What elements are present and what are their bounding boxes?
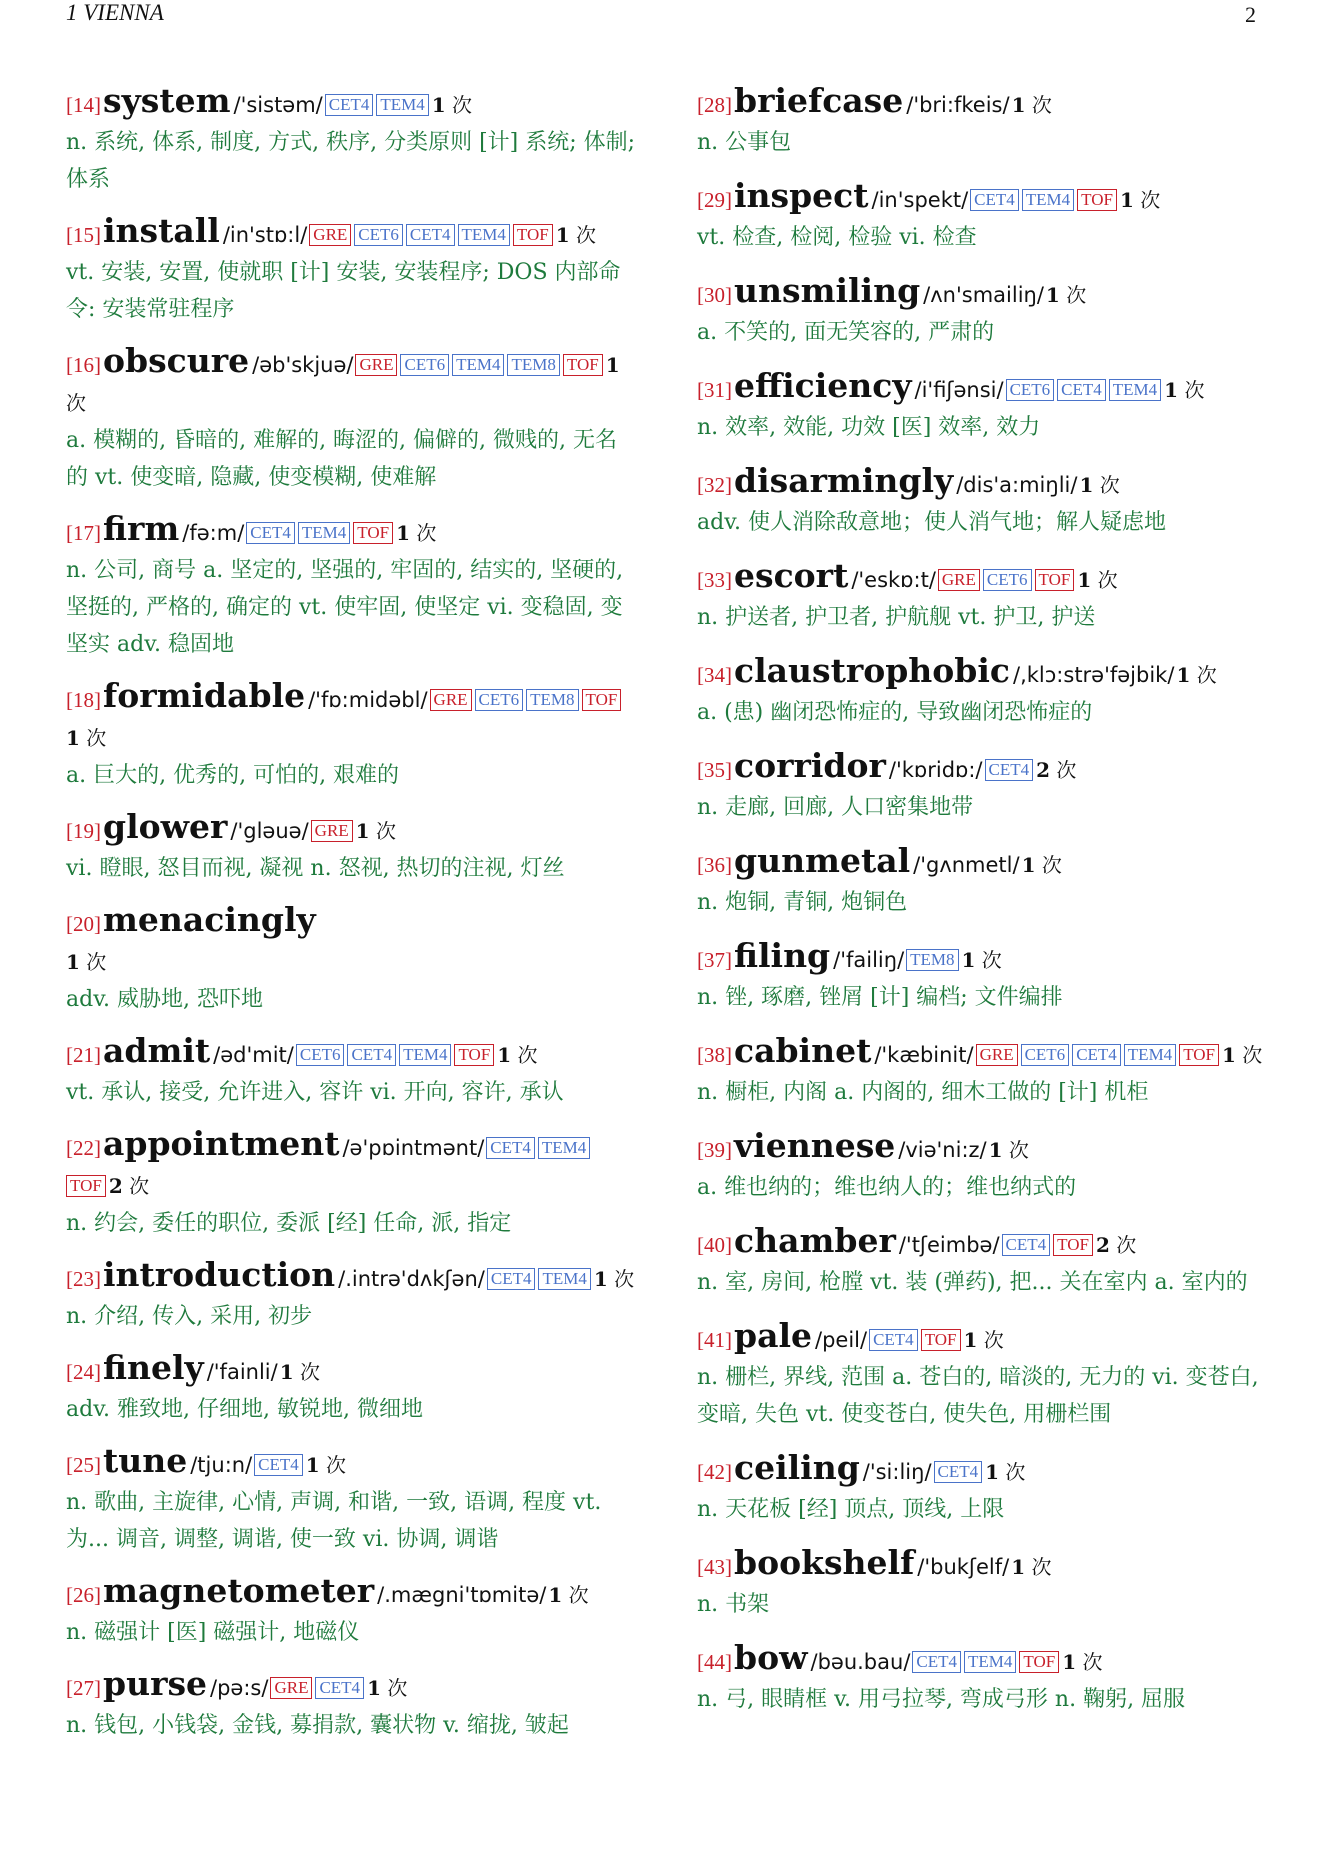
exam-tag-tof: TOF <box>1035 569 1075 591</box>
entry-number: [24] <box>66 1360 101 1384</box>
occurrence-count: 2 次 <box>108 1174 150 1198</box>
definition: n. 栅栏, 界线, 范围 a. 苍白的, 暗淡的, 无力的 vi. 变苍白, 变暗, 失色 vt. 使变苍白, 使失色, 用栅栏围 <box>697 1365 1259 1427</box>
exam-tag-tof: TOF <box>454 1044 494 1066</box>
entry-formidable <box>66 677 636 794</box>
exam-tag-tem4: TEM4 <box>1022 189 1074 211</box>
definition: n. 钱包, 小钱袋, 金钱, 募捐款, 囊状物 v. 缩拢, 皱起 <box>66 1713 569 1738</box>
entry-unsmiling <box>697 272 1269 351</box>
headword: inspect <box>734 176 869 215</box>
headword: bookshelf <box>734 1543 915 1582</box>
entry-headline <box>66 82 636 124</box>
exam-tag-tof: TOF <box>1019 1651 1059 1673</box>
headword: viennese <box>734 1126 896 1165</box>
phonetic: /ə'pɒintmənt/ <box>342 1136 485 1160</box>
entry-magnetometer <box>66 1572 636 1651</box>
entry-menacingly <box>66 901 636 1018</box>
phonetic: /'bri:fkeis/ <box>906 93 1010 117</box>
exam-tag-gre: GRE <box>309 224 351 246</box>
left-column <box>66 68 636 1744</box>
entry-headline <box>66 1032 636 1074</box>
entry-headline <box>697 747 1269 789</box>
occurrence-count: 2 次 <box>1036 758 1077 782</box>
exam-tag-cet6: CET6 <box>1021 1044 1070 1066</box>
entry-install <box>66 212 636 328</box>
entry-number: [37] <box>697 948 732 972</box>
entry-number: [25] <box>66 1453 101 1477</box>
phonetic: /ʌn'smailiŋ/ <box>923 283 1044 307</box>
headword: admit <box>103 1031 211 1070</box>
phonetic: /'eskɒ:t/ <box>851 568 936 592</box>
exam-tag-cet4: CET4 <box>406 224 455 246</box>
headword: unsmiling <box>734 271 921 310</box>
occurrence-count: 1 次 <box>1119 188 1161 212</box>
entry-bookshelf <box>697 1544 1269 1623</box>
entry-corridor <box>697 747 1269 826</box>
entry-headline <box>66 342 636 422</box>
phonetic: /i'fiʃənsi/ <box>914 378 1004 402</box>
phonetic: /fə:m/ <box>182 521 245 545</box>
entry-headline <box>66 1442 636 1484</box>
exam-tag-cet4: CET4 <box>347 1044 396 1066</box>
entry-inspect <box>697 177 1269 256</box>
exam-tag-tof: TOF <box>921 1329 961 1351</box>
definition: n. 效率, 效能, 功效 [医] 效率, 效力 <box>697 415 1041 440</box>
exam-tag-cet4: CET4 <box>254 1454 303 1476</box>
entry-admit <box>66 1032 636 1111</box>
exam-tag-cet4: CET4 <box>869 1329 918 1351</box>
definition: n. 书架 <box>697 1592 770 1617</box>
occurrence-count: 1 次 <box>1062 1650 1103 1674</box>
entry-escort <box>697 557 1269 636</box>
definition: n. 磁强计 [医] 磁强计, 地磁仪 <box>66 1620 360 1645</box>
exam-tag-tem8: TEM8 <box>507 354 559 376</box>
occurrence-count: 1 次 <box>66 353 620 415</box>
entry-number: [27] <box>66 1676 101 1700</box>
exam-tag-cet4: CET4 <box>970 189 1019 211</box>
exam-tag-tof: TOF <box>353 522 393 544</box>
phonetic: /'si:liŋ/ <box>862 1460 932 1484</box>
occurrence-count: 1 次 <box>367 1676 408 1700</box>
entry-number: [18] <box>66 688 101 712</box>
exam-tag-tem4: TEM4 <box>1124 1044 1176 1066</box>
definition: n. 炮铜, 青铜, 炮铜色 <box>697 890 908 915</box>
entry-headline <box>697 1222 1269 1264</box>
occurrence-count: 1 次 <box>497 1043 538 1067</box>
phonetic: /viə'ni:z/ <box>898 1138 987 1162</box>
exam-tag-cet4: CET4 <box>487 1268 536 1290</box>
entry-headline <box>66 677 636 757</box>
entry-number: [38] <box>697 1043 732 1067</box>
occurrence-count: 1 次 <box>1011 1555 1052 1579</box>
phonetic: /'fɒ:midəbl/ <box>308 688 428 712</box>
definition: n. 公司, 商号 a. 坚定的, 坚强的, 牢固的, 结实的, 坚硬的, 坚挺的, 严格的, 确定的 vt. 使牢固, 使坚定 vi. 变稳固, 变坚实 adv. 稳固地 <box>66 558 624 657</box>
exam-tag-tem8: TEM8 <box>906 949 958 971</box>
definition: vt. 承认, 接受, 允许进入, 容许 vi. 开向, 容许, 承认 <box>66 1080 564 1105</box>
entry-headline <box>66 1349 636 1391</box>
exam-tag-cet4: CET4 <box>934 1461 983 1483</box>
exam-tag-tem4: TEM4 <box>1109 379 1161 401</box>
entry-cabinet <box>697 1032 1269 1111</box>
exam-tag-tem4: TEM4 <box>376 94 428 116</box>
phonetic: /əd'mit/ <box>213 1043 294 1067</box>
definition: n. 弓, 眼睛框 v. 用弓拉琴, 弯成弓形 n. 鞠躬, 屈服 <box>697 1687 1186 1712</box>
exam-tag-cet6: CET6 <box>983 569 1032 591</box>
exam-tag-tem4: TEM4 <box>538 1268 590 1290</box>
headword: chamber <box>734 1221 896 1260</box>
occurrence-count: 1 次 <box>1077 568 1118 592</box>
exam-tag-tof: TOF <box>1077 189 1117 211</box>
phonetic: /in'stɒ:l/ <box>222 223 308 247</box>
entry-number: [32] <box>697 473 732 497</box>
headword: bow <box>734 1638 808 1677</box>
entry-headline <box>697 1544 1269 1586</box>
definition: vi. 瞪眼, 怒目而视, 凝视 n. 怒视, 热切的注视, 灯丝 <box>66 856 565 881</box>
phonetic: /'kɒridɒ:/ <box>888 758 983 782</box>
entry-headline <box>697 557 1269 599</box>
entry-filing <box>697 937 1269 1016</box>
entry-number: [42] <box>697 1460 732 1484</box>
exam-tag-cet6: CET6 <box>475 689 524 711</box>
exam-tag-tem4: TEM4 <box>458 224 510 246</box>
exam-tag-gre: GRE <box>938 569 980 591</box>
entry-number: [39] <box>697 1138 732 1162</box>
phonetic: /'bukʃelf/ <box>917 1555 1010 1579</box>
headword: pale <box>734 1316 812 1355</box>
exam-tag-gre: GRE <box>270 1677 312 1699</box>
headword: introduction <box>103 1255 336 1294</box>
phonetic: /'sistəm/ <box>233 93 323 117</box>
occurrence-count: 1 次 <box>1222 1043 1263 1067</box>
occurrence-count: 1 次 <box>1021 853 1062 877</box>
occurrence-count: 1 次 <box>1176 663 1217 687</box>
exam-tag-gre: GRE <box>430 689 472 711</box>
entry-number: [19] <box>66 819 101 843</box>
headword: install <box>103 211 220 250</box>
occurrence-count: 1 次 <box>66 726 107 750</box>
occurrence-count: 1 次 <box>1011 93 1052 117</box>
phonetic: /,klɔ:strə'fəjbik/ <box>1013 663 1175 687</box>
entry-number: [28] <box>697 93 732 117</box>
exam-tag-cet4: CET4 <box>912 1651 961 1673</box>
entry-claustrophobic <box>697 652 1269 731</box>
headword: corridor <box>734 746 886 785</box>
headword: claustrophobic <box>734 651 1011 690</box>
definition: n. 公事包 <box>697 130 792 155</box>
entry-number: [36] <box>697 853 732 877</box>
occurrence-count: 1 次 <box>66 950 107 974</box>
page-number: 2 <box>1245 2 1256 27</box>
definition: vt. 检查, 检阅, 检验 vi. 检查 <box>697 225 977 250</box>
entry-introduction <box>66 1256 636 1335</box>
phonetic: /'fainli/ <box>206 1360 278 1384</box>
headword: ceiling <box>734 1448 860 1487</box>
entry-efficiency <box>697 367 1269 446</box>
phonetic: /'tʃeimbə/ <box>898 1233 1000 1257</box>
entry-gunmetal <box>697 842 1269 921</box>
entry-pale <box>697 1317 1269 1433</box>
entry-number: [20] <box>66 912 101 936</box>
definition: n. 锉, 琢磨, 锉屑 [计] 编档; 文件编排 <box>697 985 1063 1010</box>
exam-tag-tof: TOF <box>563 354 603 376</box>
entry-chamber <box>697 1222 1269 1301</box>
definition: n. 介绍, 传入, 采用, 初步 <box>66 1304 313 1329</box>
phonetic: /bəu.bau/ <box>810 1650 911 1674</box>
definition: n. 约会, 委任的职位, 委派 [经] 任命, 派, 指定 <box>66 1211 512 1236</box>
definition: adv. 使人消除敌意地；使人消气地；解人疑虑地 <box>697 510 1167 535</box>
entry-headline <box>697 272 1269 314</box>
occurrence-count: 1 次 <box>555 223 596 247</box>
definition: n. 橱柜, 内阁 a. 内阁的, 细木工做的 [计] 机柜 <box>697 1080 1149 1105</box>
phonetic: /in'spekt/ <box>871 188 969 212</box>
exam-tag-tem4: TEM4 <box>452 354 504 376</box>
entry-headline <box>66 1572 636 1614</box>
definition: a. (患) 幽闭恐怖症的, 导致幽闭恐怖症的 <box>697 700 1093 725</box>
headword: system <box>103 81 231 120</box>
running-title: 1 VIENNA <box>66 0 164 25</box>
entry-briefcase <box>697 82 1269 161</box>
definition: n. 室, 房间, 枪膛 vt. 装 (弹药), 把... 关在室内 a. 室内的 <box>697 1270 1248 1295</box>
exam-tag-gre: GRE <box>311 820 353 842</box>
exam-tag-cet4: CET4 <box>1072 1044 1121 1066</box>
entry-tune <box>66 1442 636 1558</box>
entry-glower <box>66 808 636 887</box>
exam-tag-tof: TOF <box>66 1175 106 1197</box>
entry-number: [14] <box>66 93 101 117</box>
occurrence-count: 1 次 <box>961 948 1002 972</box>
headword: filing <box>734 936 831 975</box>
headword: cabinet <box>734 1031 872 1070</box>
entry-number: [26] <box>66 1583 101 1607</box>
exam-tag-cet4: CET4 <box>315 1677 364 1699</box>
entry-number: [23] <box>66 1267 101 1291</box>
entry-viennese <box>697 1127 1269 1206</box>
entry-system <box>66 82 636 198</box>
entry-headline <box>66 1665 636 1707</box>
definition: n. 走廊, 回廊, 人口密集地带 <box>697 795 974 820</box>
exam-tag-gre: GRE <box>976 1044 1018 1066</box>
definition: n. 系统, 体系, 制度, 方式, 秩序, 分类原则 [计] 系统; 体制; 体系 <box>66 130 636 192</box>
occurrence-count: 1 次 <box>355 819 396 843</box>
exam-tag-cet6: CET6 <box>1006 379 1055 401</box>
entry-finely <box>66 1349 636 1428</box>
entry-headline <box>697 937 1269 979</box>
exam-tag-gre: GRE <box>355 354 397 376</box>
entry-headline <box>66 212 636 254</box>
entry-headline <box>697 1127 1269 1169</box>
entry-number: [31] <box>697 378 732 402</box>
entry-number: [30] <box>697 283 732 307</box>
entry-firm <box>66 510 636 663</box>
entry-headline <box>697 1639 1269 1681</box>
exam-tag-tem4: TEM4 <box>298 522 350 544</box>
entry-appointment <box>66 1125 636 1242</box>
occurrence-count: 1 次 <box>396 521 437 545</box>
phonetic: /.mægni'tɒmitə/ <box>377 1583 547 1607</box>
entry-headline <box>697 1032 1269 1074</box>
occurrence-count: 1 次 <box>1045 283 1087 307</box>
entry-headline <box>66 901 636 981</box>
phonetic: /'gʌnmetl/ <box>913 853 1020 877</box>
exam-tag-tem4: TEM4 <box>399 1044 451 1066</box>
exam-tag-cet4: CET4 <box>1057 379 1106 401</box>
phonetic: /tju:n/ <box>190 1453 253 1477</box>
exam-tag-cet4: CET4 <box>486 1137 535 1159</box>
entry-headline <box>697 462 1269 504</box>
headword: appointment <box>103 1124 340 1163</box>
headword: glower <box>103 807 228 846</box>
headword: obscure <box>103 341 250 380</box>
phonetic: /dis'a:miŋli/ <box>956 473 1078 497</box>
phonetic: /peil/ <box>815 1328 868 1352</box>
entry-ceiling <box>697 1449 1269 1528</box>
entry-number: [29] <box>697 188 732 212</box>
entry-number: [34] <box>697 663 732 687</box>
definition: a. 不笑的, 面无笑容的, 严肃的 <box>697 320 995 345</box>
exam-tag-cet6: CET6 <box>296 1044 345 1066</box>
exam-tag-cet4: CET4 <box>1002 1234 1051 1256</box>
headword: magnetometer <box>103 1571 375 1610</box>
definition: n. 护送者, 护卫者, 护航舰 vt. 护卫, 护送 <box>697 605 1096 630</box>
headword: disarmingly <box>734 461 954 500</box>
headword: efficiency <box>734 366 912 405</box>
entry-headline <box>66 1125 636 1205</box>
entry-number: [17] <box>66 521 101 545</box>
exam-tag-tem4: TEM4 <box>538 1137 590 1159</box>
entry-purse <box>66 1665 636 1744</box>
exam-tag-tem8: TEM8 <box>526 689 578 711</box>
entry-number: [44] <box>697 1650 732 1674</box>
exam-tag-tof: TOF <box>513 224 553 246</box>
occurrence-count: 1 次 <box>593 1267 635 1291</box>
occurrence-count: 1 次 <box>305 1453 347 1477</box>
exam-tag-cet4: CET4 <box>246 522 295 544</box>
phonetic: /'failiŋ/ <box>833 948 905 972</box>
entry-headline <box>697 1449 1269 1491</box>
definition: adv. 雅致地, 仔细地, 敏锐地, 微细地 <box>66 1397 423 1422</box>
headword: purse <box>103 1664 208 1703</box>
definition: adv. 威胁地, 恐吓地 <box>66 987 263 1012</box>
entry-headline <box>66 510 636 552</box>
entry-headline <box>697 842 1269 884</box>
entry-number: [35] <box>697 758 732 782</box>
entry-disarmingly <box>697 462 1269 541</box>
definition: a. 模糊的, 昏暗的, 难解的, 晦涩的, 偏僻的, 微贱的, 无名的 vt. 使变暗, 隐藏, 使变模糊, 使难解 <box>66 428 618 490</box>
entry-headline <box>697 1317 1269 1359</box>
entry-bow <box>697 1639 1269 1718</box>
exam-tag-tof: TOF <box>1179 1044 1219 1066</box>
entry-number: [16] <box>66 353 101 377</box>
entry-number: [15] <box>66 223 101 247</box>
occurrence-count: 1 次 <box>988 1138 1029 1162</box>
definition: n. 歌曲, 主旋律, 心情, 声调, 和谐, 一致, 语调, 程度 vt. 为... 调音, 调整, 调谐, 使一致 vi. 协调, 调谐 <box>66 1490 602 1552</box>
exam-tag-cet4: CET4 <box>325 94 374 116</box>
phonetic: /.intrə'dʌkʃən/ <box>338 1267 485 1291</box>
exam-tag-cet6: CET6 <box>400 354 449 376</box>
occurrence-count: 1 次 <box>963 1328 1004 1352</box>
entry-number: [33] <box>697 568 732 592</box>
entry-headline <box>697 652 1269 694</box>
exam-tag-tof: TOF <box>1053 1234 1093 1256</box>
occurrence-count: 1 次 <box>431 93 473 117</box>
definition: a. 巨大的, 优秀的, 可怕的, 艰难的 <box>66 763 400 788</box>
phonetic: /əb'skjuə/ <box>252 353 354 377</box>
phonetic: /'gləuə/ <box>230 819 309 843</box>
exam-tag-cet6: CET6 <box>354 224 403 246</box>
occurrence-count: 1 次 <box>985 1460 1026 1484</box>
entry-headline <box>697 177 1269 219</box>
definition: a. 维也纳的；维也纳人的；维也纳式的 <box>697 1175 1077 1200</box>
phonetic: /pə:s/ <box>210 1676 269 1700</box>
exam-tag-tof: TOF <box>582 689 622 711</box>
headword: tune <box>103 1441 188 1480</box>
entry-headline <box>697 82 1269 124</box>
entry-obscure <box>66 342 636 496</box>
headword: escort <box>734 556 849 595</box>
right-column <box>697 68 1269 1718</box>
occurrence-count: 1 次 <box>1164 378 1205 402</box>
headword: finely <box>103 1348 204 1387</box>
exam-tag-cet4: CET4 <box>985 759 1034 781</box>
entry-number: [41] <box>697 1328 732 1352</box>
entry-headline <box>66 1256 636 1298</box>
definition: n. 天花板 [经] 顶点, 顶线, 上限 <box>697 1497 1005 1522</box>
occurrence-count: 1 次 <box>548 1583 589 1607</box>
occurrence-count: 1 次 <box>1079 473 1120 497</box>
headword: gunmetal <box>734 841 911 880</box>
occurrence-count: 1 次 <box>279 1360 320 1384</box>
entry-headline <box>66 808 636 850</box>
headword: briefcase <box>734 81 904 120</box>
entry-number: [43] <box>697 1555 732 1579</box>
definition: vt. 安装, 安置, 使就职 [计] 安装, 安装程序; DOS 内部命令: 安装常驻程序 <box>66 260 621 322</box>
entry-headline <box>697 367 1269 409</box>
headword: formidable <box>103 676 306 715</box>
entry-number: [22] <box>66 1136 101 1160</box>
entry-number: [21] <box>66 1043 101 1067</box>
headword: firm <box>103 509 180 548</box>
exam-tag-tem4: TEM4 <box>964 1651 1016 1673</box>
occurrence-count: 2 次 <box>1095 1233 1137 1257</box>
entry-number: [40] <box>697 1233 732 1257</box>
headword: menacingly <box>103 900 316 939</box>
phonetic: /'kæbinit/ <box>874 1043 974 1067</box>
